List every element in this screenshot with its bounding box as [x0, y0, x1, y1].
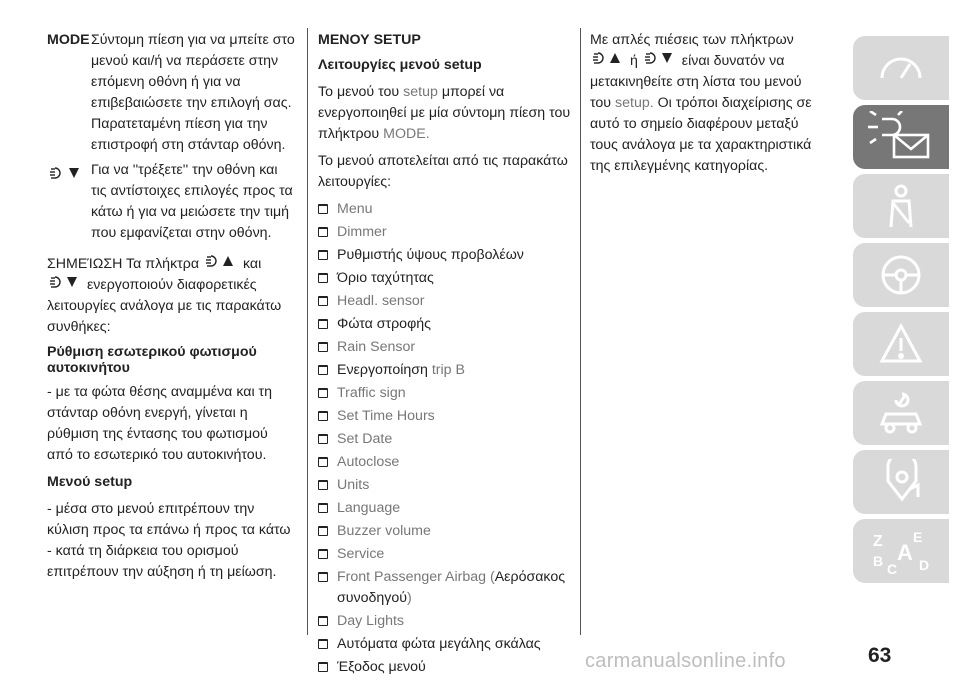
svg-text:Z: Z [873, 533, 883, 550]
nav-text-a: Με απλές πιέσεις των πλήκτρων [590, 32, 794, 48]
dimmer-down-icon [47, 277, 83, 293]
bullet-icon [318, 227, 328, 237]
bullet-icon [318, 434, 328, 444]
list-item: Traffic sign [318, 383, 580, 404]
dimmer-up-icon [203, 256, 239, 272]
list-item: Set Date [318, 429, 580, 450]
seat-belt-icon [881, 183, 921, 229]
setup-text-2: - κατά τη διάρκεια του ορισμού επιτρέπουν την αύξηση ή τη μείωση. [47, 543, 277, 580]
svg-text:E: E [913, 529, 923, 545]
setup-menu-list [318, 199, 580, 678]
list-item: Menu [318, 199, 580, 220]
column-left [47, 30, 297, 583]
intro1-b: μπορεί να ενεργοποιηθεί με μία σύντομη πίεση του πλήκτρου [318, 84, 571, 142]
intro1-mode: MODE. [383, 126, 430, 142]
warning-lights-envelope-icon [866, 111, 936, 163]
note-and: και [242, 256, 262, 272]
arrow-button-description [47, 160, 297, 244]
intro-paragraph-1 [318, 82, 580, 145]
list-item: Set Time Hours [318, 406, 580, 427]
dimmer-down-icon [642, 53, 678, 69]
svg-text:A: A [897, 540, 913, 565]
tab-index[interactable] [853, 519, 949, 583]
bullet-icon [318, 319, 328, 329]
tab-maintenance[interactable] [853, 381, 949, 445]
intro-paragraph-2: Το μενού αποτελείται από τις παρακάτω λειτουργίες: [318, 153, 568, 190]
bullet-icon [318, 365, 328, 375]
heading-menu-setup: Μενού setup [47, 474, 133, 490]
bullet-icon [318, 549, 328, 559]
list-item: Ρυθμιστής ύψους προβολέων [318, 245, 580, 266]
tab-multimedia[interactable] [853, 450, 949, 514]
list-item: Αυτόματα φώτα μεγάλης σκάλας [318, 634, 580, 655]
list-item: Dimmer [318, 222, 580, 243]
list-item: Service [318, 544, 580, 565]
bullet-icon [318, 296, 328, 306]
bullet-icon [318, 273, 328, 283]
list-item: Language [318, 498, 580, 519]
note-suffix: ενεργοποιούν διαφορετικές λειτουργίες ανάλογα με τις παρακάτω συνθήκες: [47, 277, 282, 335]
bullet-icon [318, 639, 328, 649]
heading-interior-lighting: Ρύθμιση εσωτερικού φωτισμού αυτοκινήτου [47, 344, 257, 376]
dimmer-up-icon [590, 53, 626, 69]
mode-label: MODE [47, 32, 90, 48]
bullet-icon [318, 572, 328, 582]
tab-emergency[interactable] [853, 312, 949, 376]
steering-wheel-icon [878, 252, 924, 298]
svg-text:B: B [873, 553, 884, 569]
tab-driving[interactable] [853, 243, 949, 307]
dashboard-icon [876, 48, 926, 88]
list-item: Day Lights [318, 611, 580, 632]
list-item: Φώτα στροφής [318, 314, 580, 335]
column-middle [318, 30, 580, 680]
arrows-text: Για να ''τρέξετε'' την οθόνη και τις αντίστοιχες επιλογές προς τα κάτω ή για να μειώσετε την τιμή που εμφανίζεται στην οθόνη. [91, 162, 293, 241]
list-item: Autoclose [318, 452, 580, 473]
column-divider-1 [307, 28, 308, 635]
list-item: Έξοδος μενού [318, 657, 580, 678]
column-right [590, 30, 820, 183]
bullet-icon [318, 204, 328, 214]
bullet-icon [318, 250, 328, 260]
intro1-a: Το μενού του [318, 84, 400, 100]
chapter-tabs [853, 36, 949, 588]
watermark: carmanualsonline.info [585, 650, 786, 672]
nav-text-c: Οι τρόποι διαχείρισης σε αυτό το σημείο διαφέρουν μεταξύ τους ανάλογα με τα χαρακτηριστικά της επιλεγμένης κατηγορίας. [590, 95, 812, 174]
mode-button-description [47, 30, 297, 156]
nav-text-or: ή [629, 53, 638, 69]
list-item: Ενεργοποίηση trip B [318, 360, 580, 381]
tab-dashboard[interactable] [853, 36, 949, 100]
list-item: Όριο ταχύτητας [318, 268, 580, 289]
section-subtitle: Λειτουργίες μενού setup [318, 57, 482, 73]
list-item: Buzzer volume [318, 521, 580, 542]
mode-text: Σύντομη πίεση για να μπείτε στο μενού και/ή να περάσετε στην επόμενη οθόνη ή για να επιβεβαιώσετε την επιλογή σας. Παρατεταμένη πίεση για την επιστροφή στη στάνταρ οθόνη. [91, 32, 295, 153]
list-item: Rain Sensor [318, 337, 580, 358]
svg-text:D: D [919, 557, 930, 573]
note-paragraph [47, 254, 297, 338]
wrench-car-icon [876, 390, 926, 436]
roadside-icon [878, 321, 924, 367]
column-divider-2 [580, 28, 581, 635]
svg-text:C: C [887, 561, 898, 576]
list-item: Units [318, 475, 580, 496]
tab-safety[interactable] [853, 174, 949, 238]
bullet-icon [318, 662, 328, 672]
bullet-icon [318, 388, 328, 398]
bullet-icon [318, 457, 328, 467]
nav-text-b: είναι δυνατόν να μετακινηθείτε στη λίστα του μενού του [590, 53, 802, 111]
note-prefix: ΣΗΜΕΊΩΣΗ Τα πλήκτρα [47, 256, 200, 272]
intro1-setup: setup [403, 84, 438, 100]
bullet-icon [318, 342, 328, 352]
section-title: ΜΕΝΟΥ SETUP [318, 32, 421, 48]
bullet-icon [318, 480, 328, 490]
multimedia-icon [878, 459, 924, 505]
bullet-icon [318, 526, 328, 536]
dimmer-down-arrow-icon [47, 160, 91, 244]
setup-text-1: - μέσα στο μενού επιτρέπουν την κύλιση προς τα επάνω ή προς τα κάτω [47, 501, 291, 538]
tab-warning-lights[interactable] [853, 105, 949, 169]
nav-text-setup: setup. [615, 95, 654, 111]
bullet-icon [318, 411, 328, 421]
alphabetical-index-icon [869, 526, 933, 576]
list-item: Headl. sensor [318, 291, 580, 312]
page-number: 63 [868, 644, 892, 667]
lighting-text: - με τα φώτα θέσης αναμμένα και τη στάνταρ οθόνη ενεργή, γίνεται η ρύθμιση της έντασης του φωτισμού από το εσωτερικό του αυτοκινήτου. [47, 384, 273, 463]
list-item: Front Passenger Airbag (Αερόσακος συνοδηγού) [318, 567, 580, 609]
bullet-icon [318, 616, 328, 626]
navigation-paragraph [590, 30, 820, 177]
bullet-icon [318, 503, 328, 513]
